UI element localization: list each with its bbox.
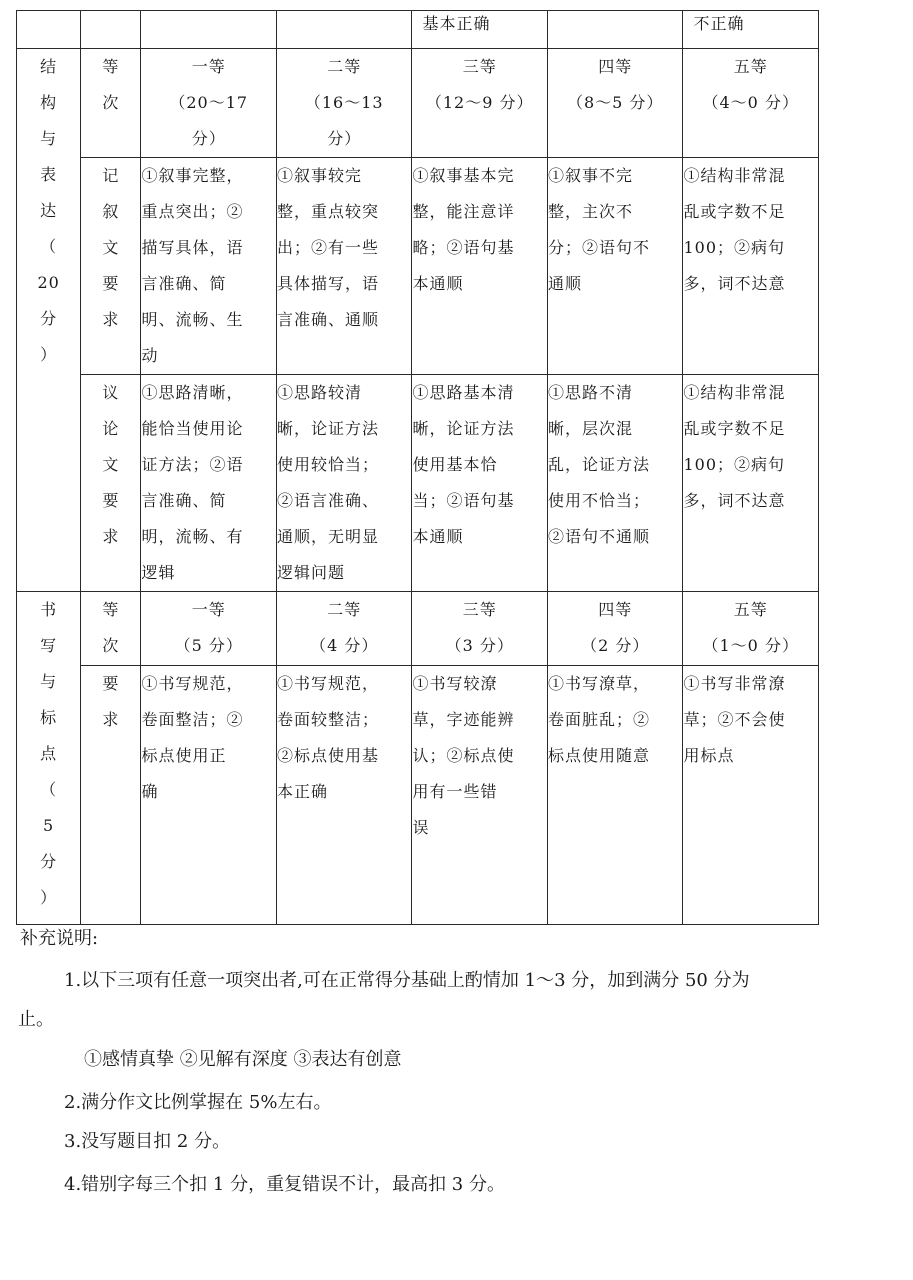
category-char: 书 (40, 600, 58, 619)
criteria-text-line: 言准确、简 (141, 274, 227, 293)
criteria-text-line: 重点突出；② (141, 202, 244, 221)
argumentative-criteria-1 (141, 375, 277, 592)
structure-grade-3 (412, 49, 548, 158)
criteria-text-line: 通顺 (547, 274, 582, 293)
criteria-text-line: 认；②标点使 (412, 746, 515, 765)
label-char: 求 (102, 310, 120, 329)
criteria-text-line: ①叙事较完 (276, 166, 362, 185)
argumentative-criteria-4 (547, 375, 683, 592)
writing-criteria-5 (683, 666, 819, 925)
criteria-text-line: ②标点使用基 (276, 746, 379, 765)
argumentative-criteria-3 (412, 375, 548, 592)
label-char: 文 (102, 455, 120, 474)
writing-grade-5 (683, 592, 819, 666)
criteria-text-line: 本通顺 (412, 274, 464, 293)
criteria-text-line: 略；②语句基 (412, 238, 515, 257)
criteria-text-line: 明、流畅、生 (141, 310, 244, 329)
criteria-text-line: 卷面较整洁； (276, 710, 379, 729)
grade-label-char: 等 (102, 600, 120, 619)
grade-text-line: 一等 (191, 57, 226, 76)
criteria-text-line: ①书写较潦 (412, 674, 498, 693)
top-row (17, 11, 819, 49)
incorrect-cell: 不正确 (683, 11, 819, 49)
grade-label-char: 等 (102, 57, 120, 76)
category-char: 与 (40, 129, 58, 148)
basic-correct-cell: 基本正确 (412, 11, 548, 49)
grade-label (81, 592, 140, 664)
label-char: 要 (102, 274, 120, 293)
grade-text-line: 三等 (462, 600, 497, 619)
criteria-text-line: 乱或字数不足 (683, 419, 786, 438)
criteria-text-line: 证方法；②语 (141, 455, 244, 474)
criteria-text-line: 描写具体，语 (141, 238, 244, 257)
criteria-text-line: 能恰当使用论 (141, 419, 244, 438)
category-char: 分 (40, 852, 58, 871)
narrative-criteria-5 (683, 158, 819, 375)
criteria-text-line: ①书写潦草， (547, 674, 650, 693)
grade-label (81, 49, 140, 121)
category-char: （ (40, 780, 58, 799)
criteria-text-line: 卷面脏乱；② (547, 710, 650, 729)
category-char: 表 (40, 165, 58, 184)
criteria-text-line: 标点使用随意 (547, 746, 650, 765)
criteria-text-line: ①叙事完整， (141, 166, 244, 185)
grade-label-char: 次 (102, 636, 120, 655)
criteria-text-line: 整，主次不 (547, 202, 633, 221)
narrative-criteria-1 (141, 158, 277, 375)
grade-text-line: （4 分） (310, 636, 379, 655)
narrative-criteria-3 (412, 158, 548, 375)
criteria-text-line: 出；②有一些 (276, 238, 379, 257)
criteria-text-line: 晰，论证方法 (412, 419, 515, 438)
category-char: 写 (40, 636, 58, 655)
argumentative-label-cell (81, 375, 141, 592)
criteria-text-line: 整，能注意详 (412, 202, 515, 221)
criteria-text-line: 使用基本恰 (412, 455, 498, 474)
label-char: 论 (102, 419, 120, 438)
criteria-text-line: 乱或字数不足 (683, 202, 786, 221)
writing-requirement-row (17, 666, 819, 925)
writing-requirement-label (81, 666, 140, 738)
criteria-text-line: 多，词不达意 (683, 491, 786, 510)
criteria-text-line: 误 (412, 818, 430, 837)
criteria-text-line: 本正确 (276, 782, 328, 801)
label-char: 文 (102, 238, 120, 257)
structure-grade-2 (276, 49, 412, 158)
note-item-3: 3.没写题目扣 2 分。 (64, 1131, 231, 1152)
category-char: ） (40, 345, 58, 364)
argumentative-requirement-label (81, 375, 140, 555)
criteria-text-line: ②语言准确、 (276, 491, 379, 510)
structure-grade-label-cell (81, 49, 141, 158)
note-item-1: 1.以下三项有任意一项突出者,可在正常得分基础上酌情加 1～3 分，加到满分 50 分为 (64, 970, 750, 991)
writing-grade-1 (141, 592, 277, 666)
notes-title: 补充说明: (20, 928, 99, 949)
grade-text-line: （20～17 (169, 93, 249, 112)
narrative-criteria-4 (547, 158, 683, 375)
label-char: 求 (102, 527, 120, 546)
structure-category-label (17, 49, 80, 373)
grade-text-line: 二等 (327, 57, 362, 76)
structure-grade-4 (547, 49, 683, 158)
criteria-text-line: 晰，论证方法 (276, 419, 379, 438)
criteria-text-line: ①书写规范， (276, 674, 379, 693)
category-char: 点 (40, 744, 58, 763)
writing-criteria-3 (412, 666, 548, 925)
category-char: 分 (40, 309, 58, 328)
criteria-text-line: ①书写非常潦 (683, 674, 786, 693)
writing-grade-2 (276, 592, 412, 666)
writing-criteria-4 (547, 666, 683, 925)
argumentative-criteria-2 (276, 375, 412, 592)
structure-grade-row (17, 49, 819, 158)
category-char: 5 (43, 816, 55, 835)
grade-text-line: 分） (191, 129, 226, 148)
note-item-2: 2.满分作文比例掌握在 5%左右。 (64, 1092, 332, 1113)
criteria-text-line: 确 (141, 782, 159, 801)
criteria-text-line: 草；②不会使 (683, 710, 786, 729)
grade-text-line: 四等 (598, 600, 633, 619)
writing-category-label (17, 592, 80, 916)
criteria-text-line: 用有一些错 (412, 782, 498, 801)
criteria-text-line: 标点使用正 (141, 746, 227, 765)
criteria-text-line: ①思路较清 (276, 383, 362, 402)
grade-text-line: （4～0 分） (702, 93, 799, 112)
grade-text-line: 五等 (733, 57, 768, 76)
structure-category-cell (17, 49, 81, 592)
grade-text-line: 分） (327, 129, 362, 148)
category-char: ） (40, 888, 58, 907)
criteria-text-line: 使用不恰当； (547, 491, 650, 510)
grade-text-line: 一等 (191, 600, 226, 619)
criteria-text-line: 逻辑问题 (276, 563, 345, 582)
grade-label-char: 次 (102, 93, 120, 112)
structure-grade-5 (683, 49, 819, 158)
writing-grade-row (17, 592, 819, 666)
criteria-text-line: 使用较恰当； (276, 455, 379, 474)
category-char: 标 (40, 708, 58, 727)
category-char: 结 (40, 57, 58, 76)
label-char: 求 (102, 710, 120, 729)
note-item-1-continued: 止。 (18, 1009, 54, 1030)
criteria-text-line: 草，字迹能辨 (412, 710, 515, 729)
grade-text-line: 五等 (733, 600, 768, 619)
criteria-text-line: ①结构非常混 (683, 383, 786, 402)
note-item-4: 4.错别字每三个扣 1 分，重复错误不计，最高扣 3 分。 (64, 1174, 505, 1195)
grade-text-line: 三等 (462, 57, 497, 76)
criteria-text-line: 100；②病句 (683, 238, 785, 257)
criteria-text-line: 明，流畅、有 (141, 527, 244, 546)
narrative-criteria-2 (276, 158, 412, 375)
category-char: 达 (40, 201, 58, 220)
criteria-text-line: ①叙事不完 (547, 166, 633, 185)
narrative-row (17, 158, 819, 375)
writing-grade-label-cell (81, 592, 141, 666)
category-char: （ (40, 237, 58, 256)
criteria-text-line: 逻辑 (141, 563, 176, 582)
argumentative-row (17, 375, 819, 592)
grade-text-line: （5 分） (174, 636, 243, 655)
note-item-1-bonus-criteria: ①感情真挚 ②见解有深度 ③表达有创意 (84, 1049, 402, 1070)
grade-text-line: （12～9 分） (425, 93, 534, 112)
criteria-text-line: 晰，层次混 (547, 419, 633, 438)
category-char: 构 (40, 93, 58, 112)
grade-text-line: 四等 (598, 57, 633, 76)
grade-text-line: （3 分） (445, 636, 514, 655)
criteria-text-line: ①思路不清 (547, 383, 633, 402)
criteria-text-line: 分；②语句不 (547, 238, 650, 257)
criteria-text-line: 动 (141, 346, 159, 365)
writing-criteria-2 (276, 666, 412, 925)
label-char: 叙 (102, 202, 120, 221)
grade-text-line: （1～0 分） (702, 636, 799, 655)
writing-grade-4 (547, 592, 683, 666)
criteria-text-line: ①书写规范， (141, 674, 244, 693)
criteria-text-line: 言准确、通顺 (276, 310, 379, 329)
criteria-text-line: ①叙事基本完 (412, 166, 515, 185)
criteria-text-line: 当；②语句基 (412, 491, 515, 510)
criteria-text-line: 整，重点较突 (276, 202, 379, 221)
criteria-text-line: ①结构非常混 (683, 166, 786, 185)
writing-req-label-cell (81, 666, 141, 925)
grade-text-line: 二等 (327, 600, 362, 619)
label-char: 议 (102, 383, 120, 402)
label-char: 要 (102, 491, 120, 510)
grade-text-line: （2 分） (581, 636, 650, 655)
writing-category-cell (17, 592, 81, 925)
label-char: 要 (102, 674, 120, 693)
criteria-text-line: ①思路基本清 (412, 383, 515, 402)
grade-text-line: （16～13 (304, 93, 384, 112)
criteria-text-line: 乱，论证方法 (547, 455, 650, 474)
label-char: 记 (102, 166, 120, 185)
narrative-requirement-label (81, 158, 140, 338)
writing-grade-3 (412, 592, 548, 666)
criteria-text-line: 卷面整洁；② (141, 710, 244, 729)
structure-grade-1 (141, 49, 277, 158)
category-char: 与 (40, 672, 58, 691)
grade-text-line: （8～5 分） (566, 93, 664, 112)
criteria-text-line: 通顺，无明显 (276, 527, 379, 546)
grading-rubric-table (16, 10, 819, 925)
criteria-text-line: 多，词不达意 (683, 274, 786, 293)
criteria-text-line: 用标点 (683, 746, 735, 765)
narrative-label-cell (81, 158, 141, 375)
criteria-text-line: 具体描写，语 (276, 274, 379, 293)
criteria-text-line: 言准确、简 (141, 491, 227, 510)
writing-criteria-1 (141, 666, 277, 925)
category-char: 20 (37, 273, 60, 292)
criteria-text-line: ①思路清晰， (141, 383, 244, 402)
argumentative-criteria-5 (683, 375, 819, 592)
criteria-text-line: 本通顺 (412, 527, 464, 546)
criteria-text-line: 100；②病句 (683, 455, 785, 474)
criteria-text-line: ②语句不通顺 (547, 527, 650, 546)
